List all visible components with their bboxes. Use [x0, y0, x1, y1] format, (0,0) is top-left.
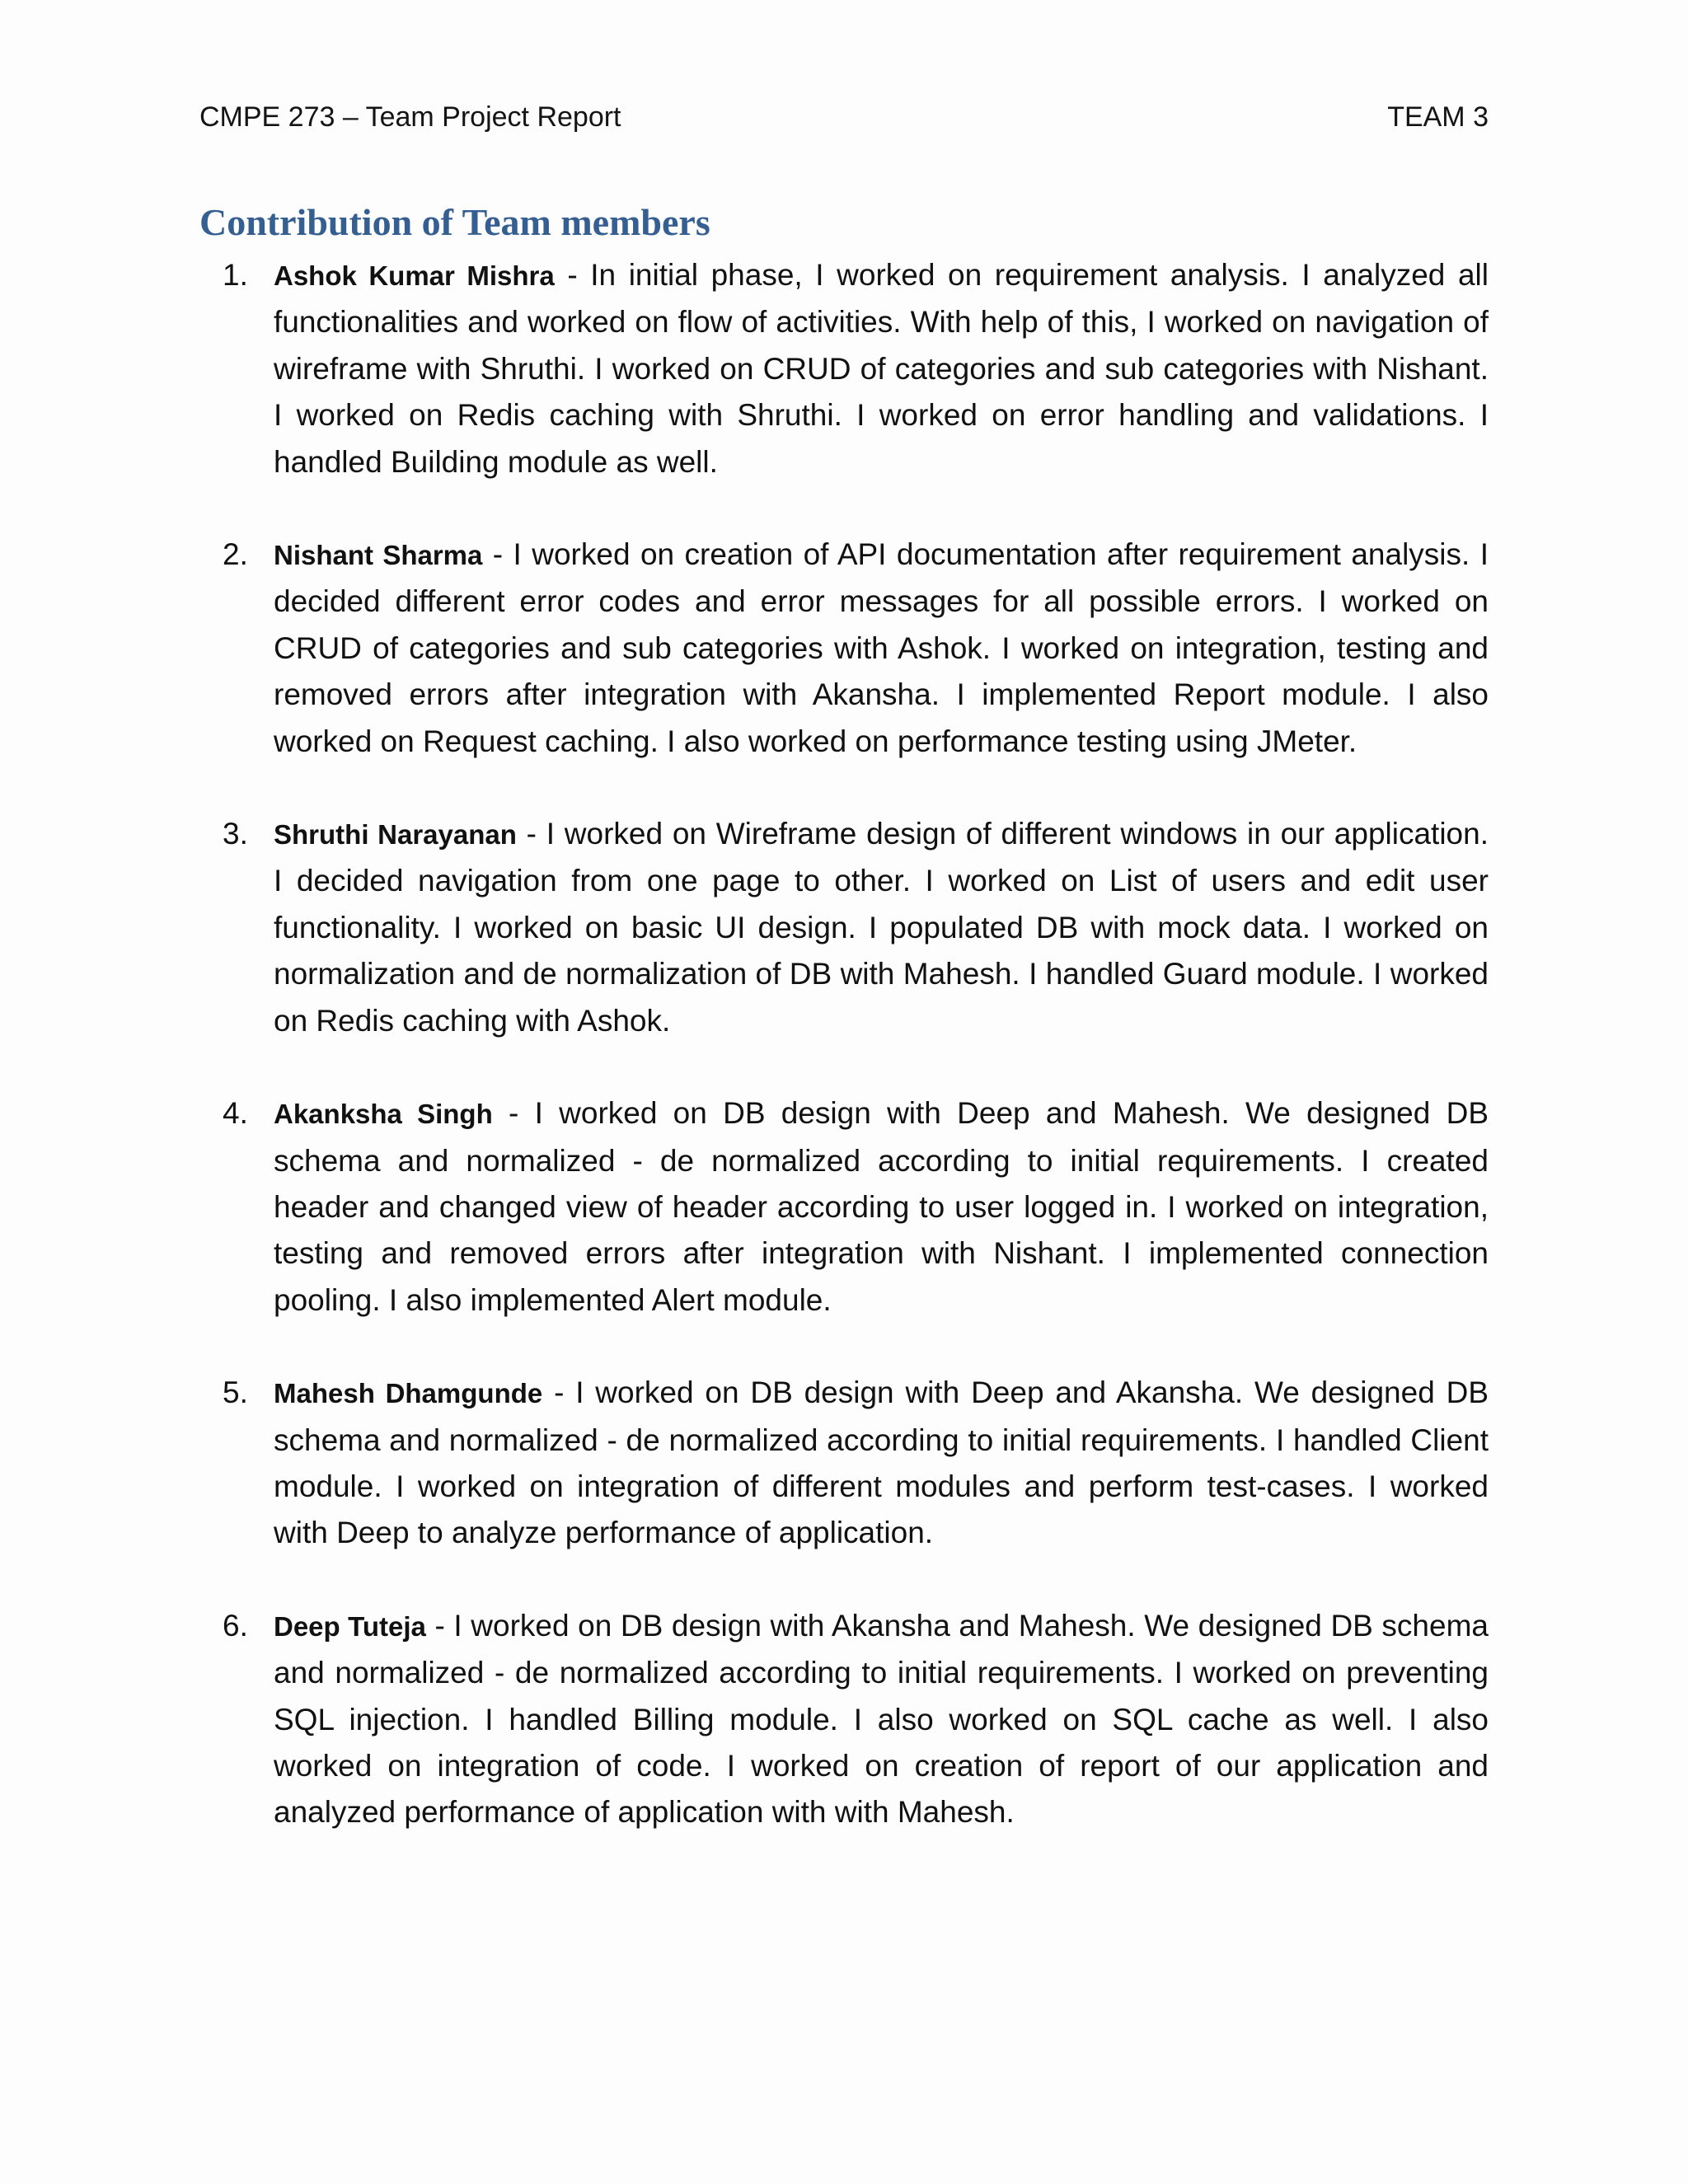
member-item-akanksha: [199, 1090, 1489, 1324]
member-item-nishant: [199, 532, 1489, 765]
member-name: Akanksha Singh: [274, 1099, 493, 1130]
member-contribution-text: - I worked on DB design with Deep and Akansha. We designed DB schema and normalized - de normalized according to initial requirements. I handled Client module. I worked on integration of different modules and perform test-cases. I worked with Deep to analyze performance of application.: [274, 1376, 1489, 1550]
header-team-label: TEAM 3: [1387, 101, 1489, 133]
list-number: 4.: [223, 1096, 248, 1131]
member-item-mahesh: [199, 1370, 1489, 1557]
member-contribution-text: - I worked on DB design with Akansha and Mahesh. We designed DB schema and normalized - de normalized according to initial requirements. I worked on preventing SQL injection. I handled Billing module. I also worked on SQL cache as well. I also worked on integration of code. I worked on creation of report of our application and analyzed performance of application with with Mahesh.: [274, 1608, 1489, 1830]
member-item-ashok: [199, 252, 1489, 485]
member-name: Mahesh Dhamgunde: [274, 1378, 543, 1409]
member-contribution-text: - I worked on Wireframe design of different windows in our application. I decided navigation from one page to other. I worked on List of users and edit user functionality. I worked on basic UI design. I populated DB with mock data. I worked on normalization and de normalization of DB with Mahesh. I handled Guard module. I worked on Redis caching with Ashok.: [274, 817, 1489, 1038]
member-contribution-text: - I worked on creation of API documentation after requirement analysis. I decided different error codes and error messages for all possible errors. I worked on CRUD of categories and sub categories with Ashok. I worked on integration, testing and removed errors after integration with Akansha. I implemented Report module. I also worked on Request caching. I also worked on performance testing using JMeter.: [274, 537, 1489, 758]
member-name: Nishant Sharma: [274, 540, 483, 571]
member-item-deep: [199, 1603, 1489, 1836]
list-number: 1.: [223, 258, 248, 292]
member-name: Ashok Kumar Mishra: [274, 260, 555, 291]
section-title: Contribution of Team members: [199, 201, 710, 243]
member-contribution-text: - In initial phase, I worked on requirement analysis. I analyzed all functionalities and worked on flow of activities. With help of this, I worked on navigation of wireframe with Shruthi. I worked on CRUD of categories and sub categories with Nishant. I worked on Redis caching with Shruthi. I worked on error handling and validations. I handled Building module as well.: [274, 258, 1489, 479]
header-course-title: CMPE 273 – Team Project Report: [199, 101, 621, 133]
list-number: 2.: [223, 537, 248, 572]
list-number: 6.: [223, 1608, 248, 1643]
member-name: Shruthi Narayanan: [274, 819, 517, 851]
member-contribution-text: - I worked on DB design with Deep and Mahesh. We designed DB schema and normalized - de normalized according to initial requirements. I created header and changed view of header according to user logged in. I worked on integration, testing and removed errors after integration with Nishant. I implemented connection pooling. I also implemented Alert module.: [274, 1096, 1489, 1317]
member-contribution-list: [199, 252, 1489, 1882]
list-number: 3.: [223, 817, 248, 851]
member-name: Deep Tuteja: [274, 1610, 426, 1642]
list-number: 5.: [223, 1376, 248, 1410]
member-item-shruthi: [199, 811, 1489, 1044]
